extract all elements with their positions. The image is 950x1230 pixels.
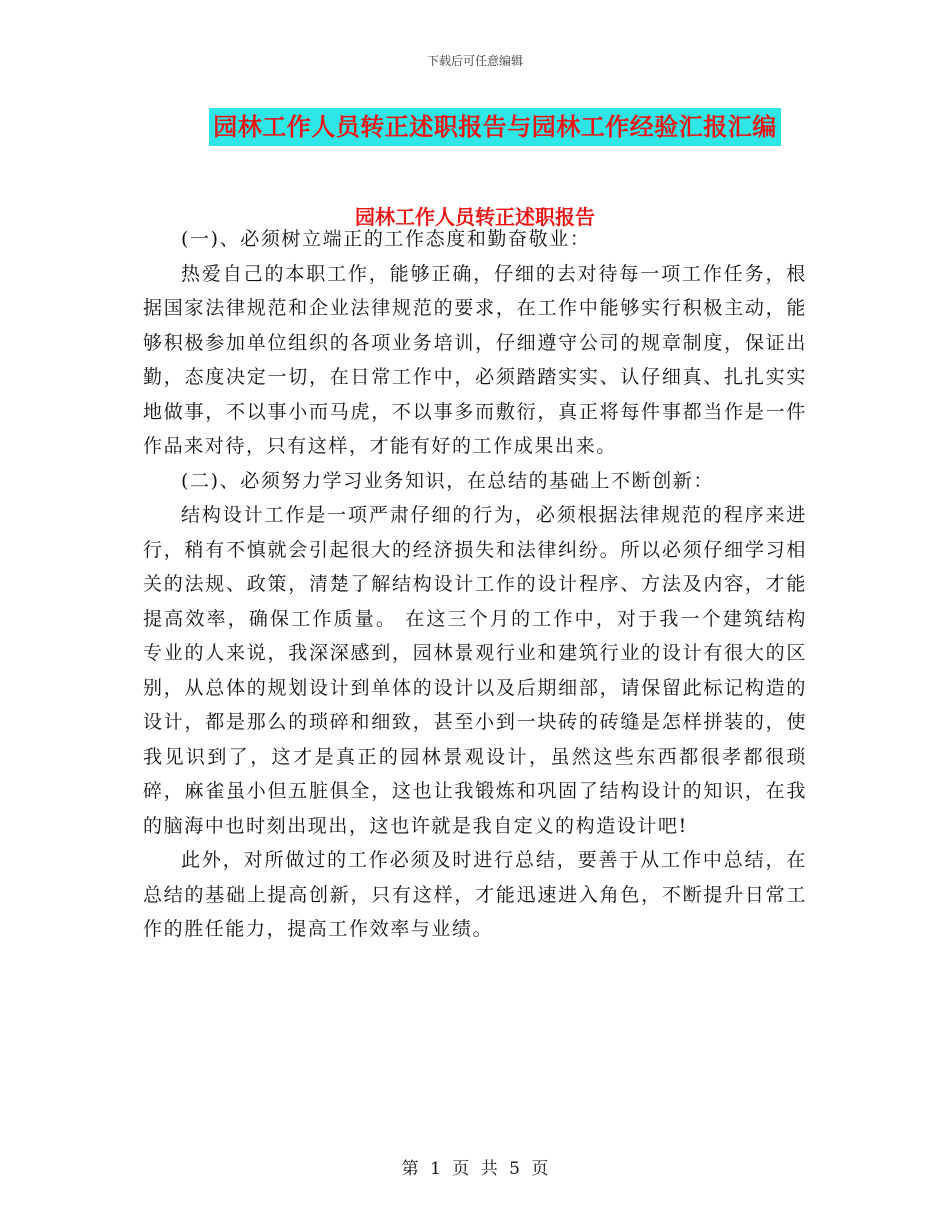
sub-title: 园林工作人员转正述职报告 [355,205,595,229]
total-page-count: 5 [509,1159,520,1179]
main-title: 园林工作人员转正述职报告与园林工作经验汇报汇编 [209,108,781,146]
footer-suffix: 页 [531,1159,549,1179]
main-title-wrap [0,108,950,146]
body-text [143,222,807,947]
footer-prefix: 第 [401,1159,419,1179]
footer-page-word: 页 [452,1159,470,1179]
paragraph-heading-2: (二)、必须努力学习业务知识，在总结的基础上不断创新： [181,469,715,492]
paragraph: 热爱自己的本职工作，能够正确，仔细的去对待每一项工作任务，根据国家法律规范和企业法律规范的要求，在工作中能够实行积极主动，能够积极参加单位组织的各项业务培训，仔细遵守公司的规章制度，保证出勤，态度决定一切，在日常工作中，必须踏踏实实、认仔细真、扎扎实实地做事，不以事小而马虎，不以事多而敷衍，真正将每件事都当作是一件作品来对待，只有这样，才能有好的工作成果出来。 [143,262,807,457]
current-page-number: 1 [430,1159,441,1179]
header-note: 下载后可任意编辑 [426,54,523,68]
paragraph: 此外，对所做过的工作必须及时进行总结，要善于从工作中总结，在总结的基础上提高创新，只有这样，才能迅速进入角色，不断提升日常工作的胜任能力，提高工作效率与业绩。 [143,849,807,940]
footer-total-word: 共 [480,1159,498,1179]
page-footer [0,1154,950,1179]
paragraph: 结构设计工作是一项严肃仔细的行为，必须根据法律规范的程序来进行，稍有不慎就会引起很大的经济损失和法律纠纷。所以必须仔细学习相关的法规、政策，清楚了解结构设计工作的设计程序、方法及内容，才能提高效率，确保工作质量。 在这三个月的工作中，对于我一个建筑结构专业的人来说，我深深感到，园林景观行业和建筑行业的设计有很大的区别，从总体的规划设计到单体的设计以及后期细部，请保留此标记构造的设计，都是那么的琐碎和细致，甚至小到一块砖的砖缝是怎样拼装的，使我见识到了，这才是真正的园林景观设计，虽然这些东西都很孝都很琐碎，麻雀虽小但五脏俱全，这也让我锻炼和巩固了结构设计的知识，在我的脑海中也时刻出现出，这也许就是我自定义的构造设计吧! [143,504,807,837]
paragraph-heading-1: (一)、必须树立端正的工作态度和勤奋敬业： [181,228,591,250]
